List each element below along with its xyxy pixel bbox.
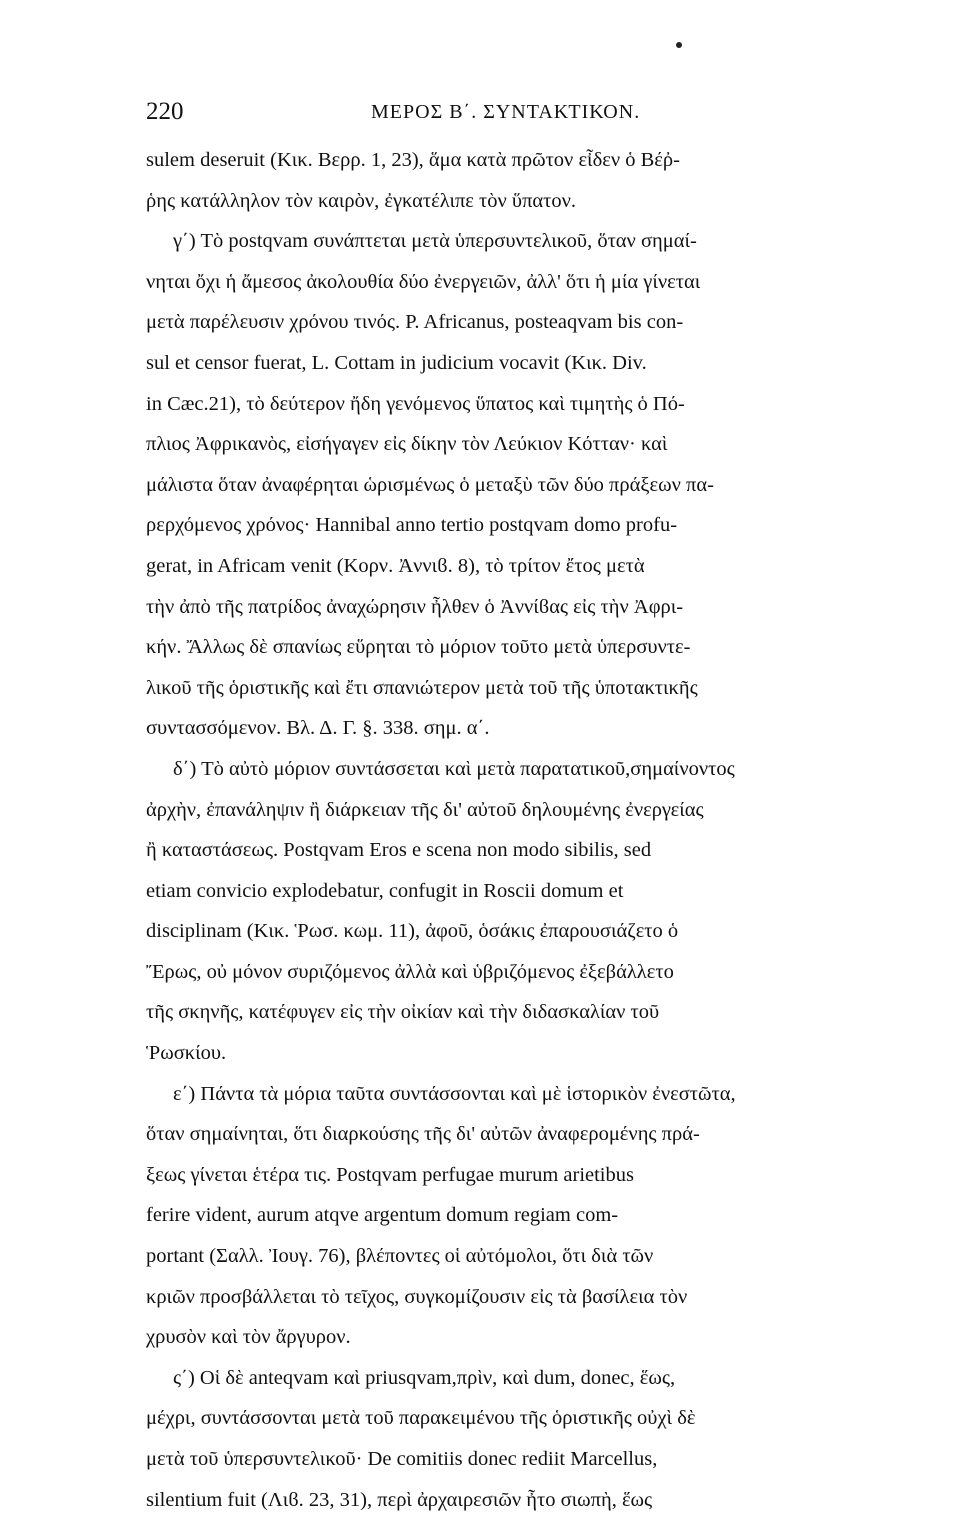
text-line: ῥης κατάλληλον τὸν καιρὸν, ἐγκατέλιπε τὸν ὕπατον. xyxy=(146,189,577,212)
paragraph-gamma-start: γ΄) Τὸ postqvam συνάπτεται μετὰ ὑπερσυντελικοῦ, ὅταν σημαί- xyxy=(173,230,697,253)
text-line: τῆς σκηνῆς, κατέφυγεν εἰς τὴν οἰκίαν καὶ τὴν διδασκαλίαν τοῦ xyxy=(146,1001,660,1024)
paragraph-stigma-start: ς΄) Οἱ δὲ antеqvam καὶ priusqvam,πρὶν, καὶ dum, donec, ἕως, xyxy=(173,1366,676,1389)
text-line: Ῥωσκίου. xyxy=(146,1042,227,1065)
text-line: ξεως γίνεται ἑτέρα τις. Postqvam perfugae murum arietibus xyxy=(146,1163,634,1186)
text-line: ferire vident, aurum atqve argentum domum regiam com- xyxy=(146,1204,619,1227)
text-line: ἀρχὴν, ἐπανάληψιν ἢ διάρκειαν τῆς δι' αὐτοῦ δηλουμένης ἐνεργείας xyxy=(146,798,704,821)
text-line: in Cæc.21), τὸ δεύτερον ἤδη γενόμενος ὕπατος καὶ τιμητὴς ὁ Πό- xyxy=(146,392,685,415)
text-line: portant (Σαλλ. Ἰουγ. 76), βλέποντες οἱ αὐτόμολοι, ὅτι διὰ τῶν xyxy=(146,1245,654,1268)
ink-dot xyxy=(676,42,682,48)
text-line: συντασσόμενον. Βλ. Δ. Γ. §. 338. σημ. α΄. xyxy=(146,717,490,740)
text-line: Ἔρως, οὐ μόνον συριζόμενος ἀλλὰ καὶ ὑβριζόμενος ἐξεβάλλετο xyxy=(146,960,674,983)
paragraph-delta-start: δ΄) Τὸ αὐτὸ μόριον συντάσσεται καὶ μετὰ παρατατικοῦ,σημαίνοντος xyxy=(173,757,735,780)
text-line: νηται ὄχι ἡ ἄμεσος ἀκολουθία δύο ἐνεργειῶν, ἀλλ' ὅτι ἡ μία γίνεται xyxy=(146,270,701,293)
text-line: etiam convicio explodebatur, confugit in Roscii domum et xyxy=(146,879,624,902)
running-title: ΜΕΡΟΣ Β΄. ΣΥΝΤΑΚΤΙΚΟΝ. xyxy=(371,101,641,123)
text-line: μέχρι, συντάσσονται μετὰ τοῦ παρακειμένου τῆς ὁριστικῆς οὐχὶ δὲ xyxy=(146,1407,696,1430)
text-line: κριῶν προσβάλλεται τὸ τεῖχος, συγκομίζουσιν εἰς τὰ βασίλεια τὸν xyxy=(146,1285,688,1308)
page-number: 220 xyxy=(146,98,184,125)
text-line: μετὰ τοῦ ὑπερσυντελικοῦ· De comitiis donec rediit Marcellus, xyxy=(146,1448,658,1470)
text-line: κήν. Ἄλλως δὲ σπανίως εὕρηται τὸ μόριον τοῦτο μετὰ ὑπερσυντε- xyxy=(146,636,691,659)
text-line: sulem deseruit (Κικ. Βερρ. 1, 23), ἅμα κατὰ πρῶτον εἶδεν ὁ Βέῤ- xyxy=(146,149,680,171)
text-line: ὅταν σημαίνηται, ὅτι διαρκούσης τῆς δι' αὐτῶν ἀναφερομένης πρά- xyxy=(146,1123,700,1146)
text-line: λικοῦ τῆς ὁριστικῆς καὶ ἔτι σπανιώτερον μετὰ τοῦ τῆς ὑποτακτικῆς xyxy=(146,676,698,699)
text-line: silentium fuit (Λιϐ. 23, 31), περὶ ἀρχαιρεσιῶν ἦτο σιωπὴ, ἕως xyxy=(146,1488,653,1511)
text-line: ρερχόμενος χρόνος· Hannibal anno tertio postqvam domo profu- xyxy=(146,514,678,537)
text-line: χρυσὸν καὶ τὸν ἄργυρον. xyxy=(146,1326,351,1349)
text-line: μάλιστα ὅταν ἀναφέρηται ὡρισμένως ὁ μεταξὺ τῶν δύο πράξεων πα- xyxy=(146,473,714,496)
text-line: πλιος Ἀφρικανὸς, εἰσήγαγεν εἰς δίκην τὸν Λεύκιον Κότταν· καὶ xyxy=(146,433,668,456)
text-line: ἢ καταστάσεως. Postqvam Eros e scena non modo sibilis, sed xyxy=(146,839,652,862)
text-line: disciplinam (Κικ. Ῥωσ. κωμ. 11), ἀφοῦ, ὁσάκις ἐπαρουσιάζετο ὁ xyxy=(146,920,679,943)
text-line: τὴν ἀπὸ τῆς πατρίδος ἀναχώρησιν ἦλθεν ὁ Ἀννίϐας εἰς τὴν Ἀφρι- xyxy=(146,595,684,618)
text-line: sul et censor fuerat, L. Cottam in judicium vocavit (Κικ. Div. xyxy=(146,351,647,374)
text-line: gerat, in Africam venit (Κορν. Ἀννιϐ. 8), τὸ τρίτον ἔτος μετὰ xyxy=(146,554,645,577)
text-line: μετὰ παρέλευσιν χρόνου τινός. P. Africanus, posteaqvam bis con- xyxy=(146,311,684,334)
paragraph-epsilon-start: ε΄) Πάντα τὰ μόρια ταῦτα συντάσσονται καὶ μὲ ἱστορικὸν ἐνεστῶτα, xyxy=(173,1082,736,1105)
body-text xyxy=(146,140,946,1520)
page-header xyxy=(146,98,786,138)
